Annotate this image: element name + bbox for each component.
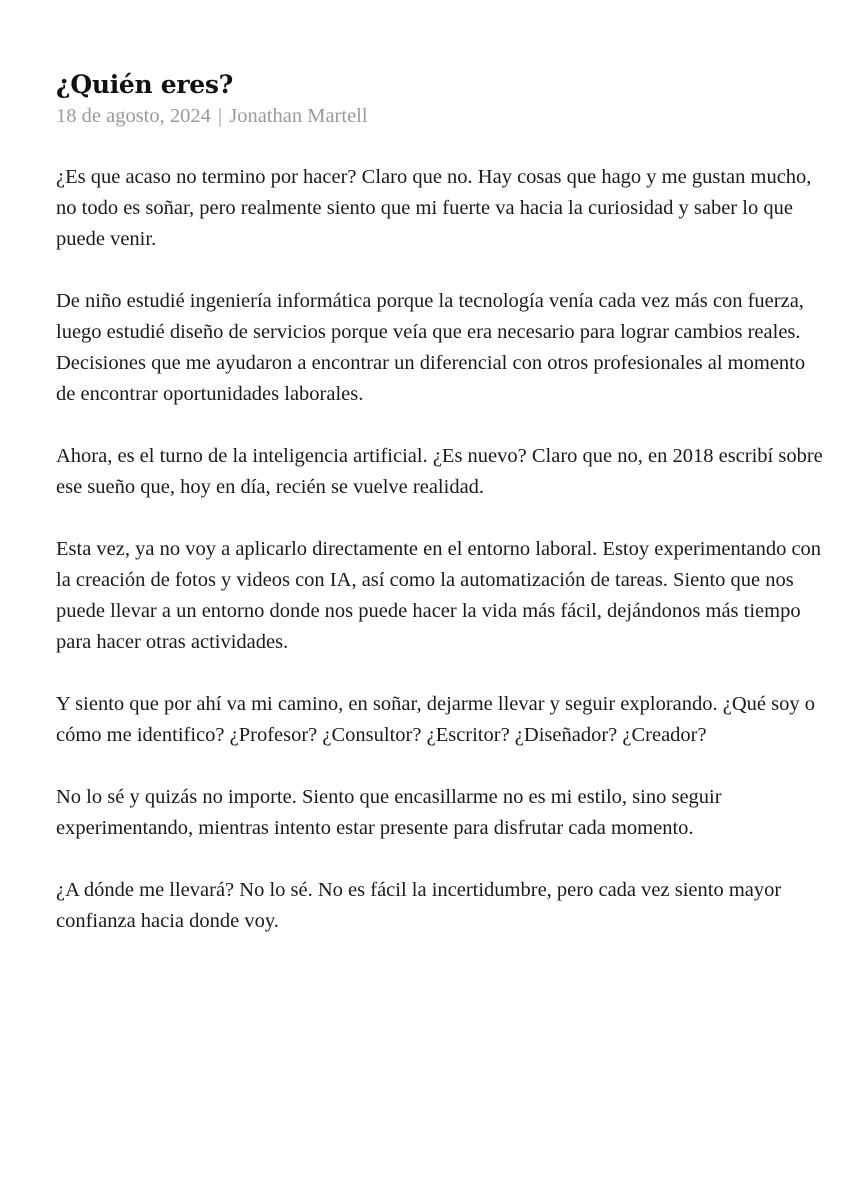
paragraph: Y siento que por ahí va mi camino, en soñar, dejarme llevar y seguir explorando. ¿Qué soy o cómo me identifico? ¿Profesor? ¿Consultor? ¿Escritor? ¿Diseñador? ¿Creador? xyxy=(56,693,815,746)
paragraph: Ahora, es el turno de la inteligencia artificial. ¿Es nuevo? Claro que no, en 2018 escribí sobre ese sueño que, hoy en día, recién se vuelve realidad. xyxy=(56,445,823,498)
paragraph: No lo sé y quizás no importe. Siento que encasillarme no es mi estilo, sino seguir experimentando, mientras intento estar presente para disfrutar cada momento. xyxy=(56,786,722,839)
paragraph: ¿A dónde me llevará? No lo sé. No es fácil la incertidumbre, pero cada vez siento mayor confianza hacia donde voy. xyxy=(56,879,782,932)
article-body xyxy=(56,162,826,937)
paragraph: Esta vez, ya no voy a aplicarlo directamente en el entorno laboral. Estoy experimentando con la creación de fotos y videos con IA, así como la automatización de tareas. Siento que nos puede llevar a un entorno donde nos puede hacer la vida más fácil, dejándonos más tiempo para hacer otras actividades. xyxy=(56,538,822,653)
meta-separator: | xyxy=(218,105,223,127)
article xyxy=(56,68,826,968)
article-author: Jonathan Martell xyxy=(229,105,368,127)
article-date: 18 de agosto, 2024 xyxy=(56,105,211,127)
article-meta xyxy=(56,102,826,130)
paragraph: ¿Es que acaso no termino por hacer? Claro que no. Hay cosas que hago y me gustan mucho, no todo es soñar, pero realmente siento que mi fuerte va hacia la curiosidad y saber lo que puede venir. xyxy=(56,166,812,250)
article-title: ¿Quién eres? xyxy=(56,70,233,99)
paragraph: De niño estudié ingeniería informática porque la tecnología venía cada vez más con fuerza, luego estudié diseño de servicios porque veía que era necesario para lograr cambios reales. Decisiones que me ayudaron a encontrar un diferencial con otros profesionales al momento de encontrar oportunidades laborales. xyxy=(56,290,806,405)
